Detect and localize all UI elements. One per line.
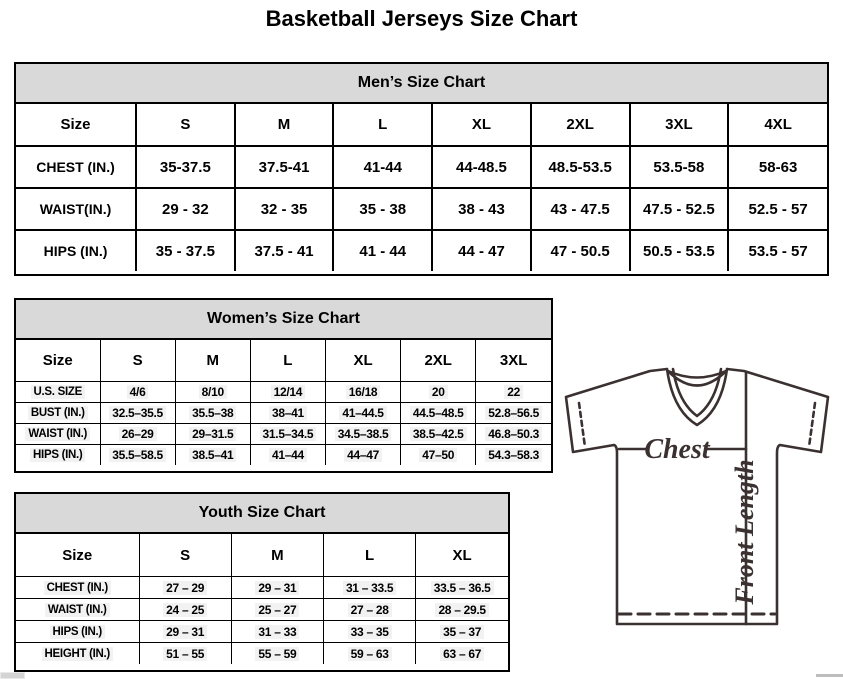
table-cell: 31 – 33 xyxy=(231,621,323,643)
table-cell: 32 - 35 xyxy=(235,188,334,230)
table-cell: 47 - 50.5 xyxy=(531,230,630,271)
table-cell: 35.5–38 xyxy=(175,403,250,424)
table-row xyxy=(16,188,827,230)
column-header: Size xyxy=(62,546,93,564)
table-cell: 27 – 28 xyxy=(324,599,416,621)
table-cell: 37.5-41 xyxy=(235,146,334,188)
table-cell: 33 – 35 xyxy=(324,621,416,643)
column-header: 3XL xyxy=(476,340,551,382)
table-row xyxy=(16,403,551,424)
header-row xyxy=(16,104,827,146)
column-header: S xyxy=(139,534,231,577)
table-cell: 63 – 67 xyxy=(416,643,508,665)
page-title: Basketball Jerseys Size Chart xyxy=(265,6,578,31)
mens-size-chart-section xyxy=(14,62,829,276)
column-header: Size xyxy=(42,352,73,369)
column-header: XL xyxy=(416,534,508,577)
table-cell: 33.5 – 36.5 xyxy=(416,577,508,599)
table-cell: 27 – 29 xyxy=(139,577,231,599)
table-cell: 54.3–58.3 xyxy=(476,445,551,466)
table-cell: 48.5-53.5 xyxy=(531,146,630,188)
table-cell: 47.5 - 52.5 xyxy=(630,188,729,230)
row-label: WAIST (IN.) xyxy=(16,424,100,445)
table-cell: 50.5 - 53.5 xyxy=(630,230,729,271)
column-header: M xyxy=(231,534,323,577)
table-cell: 44-48.5 xyxy=(432,146,531,188)
mens-chart-title: Men’s Size Chart xyxy=(16,64,827,104)
table-cell: 52.5 - 57 xyxy=(728,188,827,230)
table-row xyxy=(16,599,508,621)
column-header: XL xyxy=(432,104,531,146)
collar-back-arc-shallow xyxy=(668,371,726,378)
table-cell: 29–31.5 xyxy=(175,424,250,445)
column-header: 3XL xyxy=(630,104,729,146)
table-cell: 44.5–48.5 xyxy=(401,403,476,424)
table-row xyxy=(16,424,551,445)
column-header: L xyxy=(250,340,325,382)
row-label: WAIST (IN.) xyxy=(16,599,139,621)
table-cell: 58-63 xyxy=(728,146,827,188)
table-cell: 25 – 27 xyxy=(231,599,323,621)
table-cell: 24 – 25 xyxy=(139,599,231,621)
column-header: XL xyxy=(325,340,400,382)
table-cell: 31 – 33.5 xyxy=(324,577,416,599)
chest-measure-label: Chest xyxy=(644,434,710,465)
table-cell: 35 - 37.5 xyxy=(136,230,235,271)
table-cell: 20 xyxy=(401,382,476,403)
table-cell: 51 – 55 xyxy=(139,643,231,665)
table-cell: 38–41 xyxy=(250,403,325,424)
row-label: HIPS (IN.) xyxy=(16,230,136,271)
table-cell: 52.8–56.5 xyxy=(476,403,551,424)
column-header: S xyxy=(100,340,175,382)
table-cell: 34.5–38.5 xyxy=(325,424,400,445)
table-cell: 8/10 xyxy=(175,382,250,403)
womens-size-table xyxy=(16,340,551,465)
table-cell: 53.5 - 57 xyxy=(728,230,827,271)
column-header: L xyxy=(333,104,432,146)
table-cell: 29 - 32 xyxy=(136,188,235,230)
table-row xyxy=(16,382,551,403)
jersey-diagram-icon xyxy=(556,356,838,656)
table-cell: 26–29 xyxy=(100,424,175,445)
womens-chart-title: Women’s Size Chart xyxy=(16,300,551,340)
table-cell: 59 – 63 xyxy=(324,643,416,665)
left-cuff-dash xyxy=(579,403,585,447)
table-cell: 4/6 xyxy=(100,382,175,403)
table-cell: 44–47 xyxy=(325,445,400,466)
table-cell: 12/14 xyxy=(250,382,325,403)
table-cell: 35.5–58.5 xyxy=(100,445,175,466)
scrollbar-fragment-left[interactable] xyxy=(0,672,25,679)
column-header: M xyxy=(235,104,334,146)
womens-size-chart-section xyxy=(14,298,553,473)
table-cell: 31.5–34.5 xyxy=(250,424,325,445)
table-cell: 47–50 xyxy=(401,445,476,466)
row-label: CHEST (IN.) xyxy=(16,146,136,188)
jersey-outline xyxy=(566,369,828,624)
row-label: HEIGHT (IN.) xyxy=(16,643,139,665)
column-header: L xyxy=(324,534,416,577)
table-row xyxy=(16,577,508,599)
table-cell: 41–44 xyxy=(250,445,325,466)
table-cell: 44 - 47 xyxy=(432,230,531,271)
table-row xyxy=(16,146,827,188)
table-cell: 37.5 - 41 xyxy=(235,230,334,271)
table-cell: 35-37.5 xyxy=(136,146,235,188)
table-row xyxy=(16,230,827,271)
table-cell: 43 - 47.5 xyxy=(531,188,630,230)
column-header: 2XL xyxy=(531,104,630,146)
table-cell: 32.5–35.5 xyxy=(100,403,175,424)
table-cell: 38.5–42.5 xyxy=(401,424,476,445)
table-cell: 29 – 31 xyxy=(139,621,231,643)
table-cell: 38.5–41 xyxy=(175,445,250,466)
column-header: 2XL xyxy=(401,340,476,382)
right-cuff-dash xyxy=(809,403,815,447)
table-cell: 46.8–50.3 xyxy=(476,424,551,445)
table-cell: 41-44 xyxy=(333,146,432,188)
table-cell: 41–44.5 xyxy=(325,403,400,424)
table-cell: 16/18 xyxy=(325,382,400,403)
youth-chart-title: Youth Size Chart xyxy=(16,494,508,534)
row-label: CHEST (IN.) xyxy=(16,577,139,599)
column-header: S xyxy=(136,104,235,146)
table-cell: 28 – 29.5 xyxy=(416,599,508,621)
table-row xyxy=(16,445,551,466)
youth-size-chart-section xyxy=(14,492,510,672)
front-length-measure-label: Front Length xyxy=(730,459,759,605)
header-row xyxy=(16,340,551,382)
youth-size-table xyxy=(16,534,508,664)
table-cell: 53.5-58 xyxy=(630,146,729,188)
column-header: Size xyxy=(60,116,91,133)
table-cell: 29 – 31 xyxy=(231,577,323,599)
row-label: BUST (IN.) xyxy=(16,403,100,424)
scrollbar-fragment-right[interactable] xyxy=(816,674,843,677)
table-row xyxy=(16,621,508,643)
row-label: WAIST(IN.) xyxy=(16,188,136,230)
column-header: M xyxy=(175,340,250,382)
column-header: 4XL xyxy=(728,104,827,146)
table-cell: 35 - 38 xyxy=(333,188,432,230)
table-cell: 38 - 43 xyxy=(432,188,531,230)
table-cell: 55 – 59 xyxy=(231,643,323,665)
row-label: HIPS (IN.) xyxy=(16,445,100,466)
header-row xyxy=(16,534,508,577)
jersey-measurement-diagram xyxy=(556,356,838,656)
row-label: U.S. SIZE xyxy=(16,382,100,403)
table-cell: 22 xyxy=(476,382,551,403)
table-cell: 41 - 44 xyxy=(333,230,432,271)
table-cell: 35 – 37 xyxy=(416,621,508,643)
row-label: HIPS (IN.) xyxy=(16,621,139,643)
table-row xyxy=(16,643,508,665)
mens-size-table xyxy=(16,104,827,271)
